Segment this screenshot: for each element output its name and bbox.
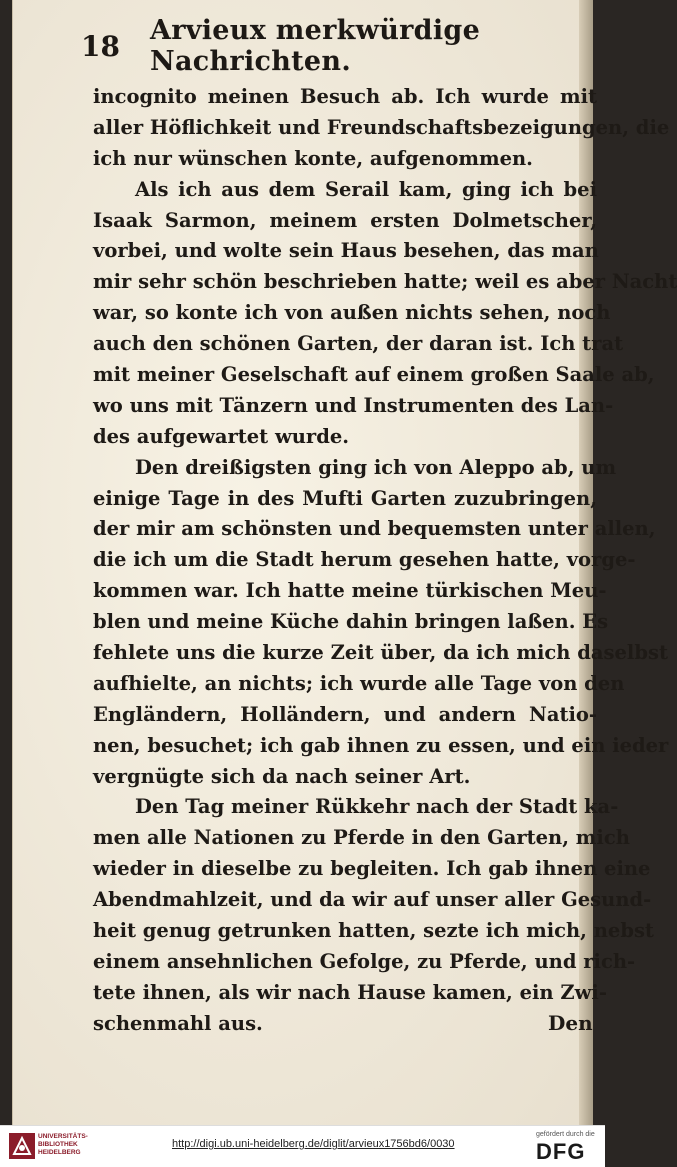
viewer-footer [0,1125,605,1167]
text-line: mit meiner Geselschaft auf einem großen Saale ab, [93,363,655,387]
text-line: kommen war. Ich hatte meine türkischen Meu- [93,579,607,603]
running-title: Arvieux merkwürdige Nachrichten. [149,15,481,77]
library-name: UNIVERSITÄTS-BIBLIOTHEK HEIDELBERG [38,1133,88,1156]
text-line: fehlete uns die kurze Zeit über, da ich mich daselbst [93,641,668,665]
running-header [81,15,571,77]
text-line: Abendmahlzeit, und da wir auf unser aller Gesund- [93,888,652,912]
text-line: einem ansehnlichen Gefolge, zu Pferde, und rich- [93,949,636,973]
text-line: des aufgewartet wurde. [93,424,350,448]
text-line: Als ich aus dem Serail kam, ging ich bei [135,177,597,201]
text-line: mir sehr schön beschrieben hatte; weil es aber Nacht [93,270,677,294]
text-line: war, so konte ich von außen nichts sehen, noch [93,301,611,325]
text-line: tete ihnen, als wir nach Hause kamen, ein Zwi- [93,980,607,1004]
funding-label: gefördert durch die [536,1131,595,1138]
text-line: heit genug getrunken hatten, sezte ich mich, nebst [93,919,654,943]
catchword: Den [548,1011,593,1035]
text-line: men alle Nationen zu Pferde in den Garten, mich [93,826,630,850]
university-seal-icon [8,1132,36,1160]
dfg-logo: DFG [536,1139,586,1164]
text-line: auch den schönen Garten, der daran ist. Ich trat [93,332,624,356]
book-page [12,0,677,1125]
text-line: nen, besuchet; ich gab ihnen zu essen, und ein ieder [93,733,669,757]
text-line: aller Höflichkeit und Freundschaftsbezeigungen, die [93,115,670,139]
text-line: blen und meine Küche dahin bringen laßen. Es [93,610,609,634]
text-line: Den dreißigsten ging ich von Aleppo ab, um [135,455,617,479]
text-line: aufhielte, an nichts; ich wurde alle Tage von den [93,671,625,695]
text-line: wieder in dieselbe zu begleiten. Ich gab ihnen eine [93,857,651,881]
text-line: schenmahl aus. [93,1011,263,1035]
text-line: ich nur wünschen konte, aufgenommen. [93,146,533,170]
text-line: wo uns mit Tänzern und Instrumenten des Lan- [93,393,614,417]
text-line: einige Tage in des Mufti Garten zuzubringen, [93,486,597,510]
page-number: 18 [81,29,120,63]
text-line: vergnügte sich da nach seiner Art. [93,764,471,788]
text-line: die ich um die Stadt herum gesehen hatte, vorge- [93,548,636,572]
body-text [93,82,677,1040]
text-line: Engländern, Holländern, und andern Natio- [93,702,597,726]
text-line: incognito meinen Besuch ab. Ich wurde mit [93,85,597,108]
text-line: Den Tag meiner Rükkehr nach der Stadt ka- [135,795,619,819]
text-line: der mir am schönsten und bequemsten unter allen, [93,517,656,541]
text-line: vorbei, und wolte sein Haus besehen, das man [93,239,599,263]
text-line: Isaak Sarmon, meinem ersten Dolmetscher, [93,208,597,232]
permalink-url[interactable]: http://digi.ub.uni-heidelberg.de/diglit/arvieux1756bd6/0030 [172,1138,455,1150]
